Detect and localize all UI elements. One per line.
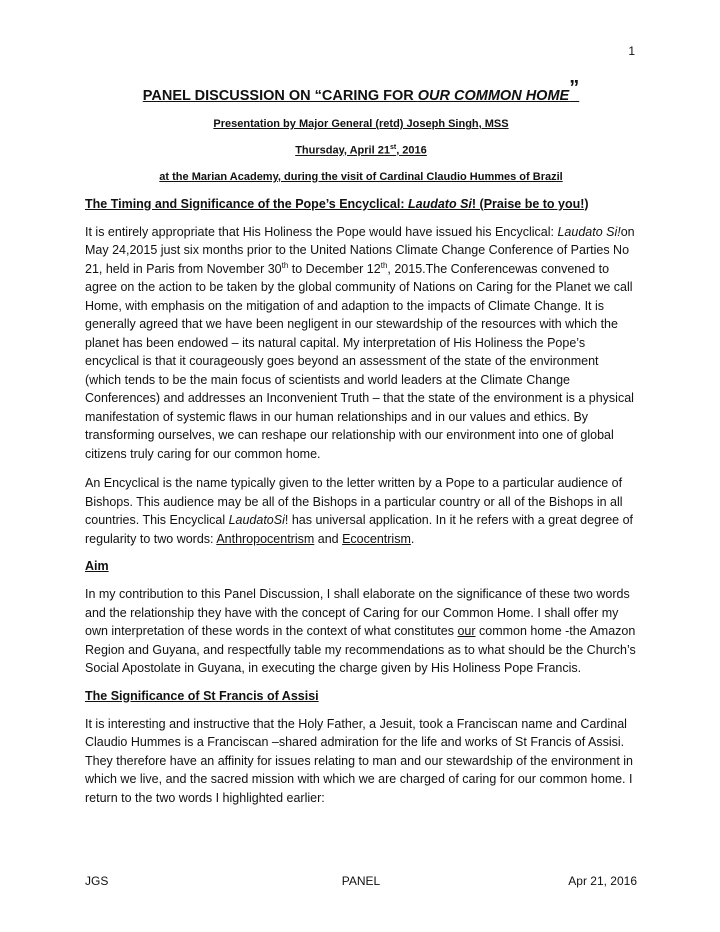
footer-initials: JGS [85, 874, 109, 888]
ordinal: th [380, 260, 388, 270]
text: . [410, 531, 415, 546]
section-heading-st-francis: The Significance of St Francis of Assisi [85, 688, 319, 703]
underlined-word: our [457, 624, 476, 639]
section-heading-aim: Aim [85, 559, 109, 574]
term-ecocentrism: Ecocentrism [342, 531, 411, 546]
date-ordinal: st [389, 144, 397, 151]
date-line [85, 144, 637, 157]
paragraph-encyclical-timing [85, 223, 637, 464]
text: ! has universal application. In it he refers with a great degree of regularity to two words: [85, 513, 634, 546]
text: and [314, 531, 343, 546]
ordinal: th [281, 260, 289, 270]
footer-title: PANEL [341, 874, 381, 888]
title-closing-quote: ” [569, 77, 580, 100]
date-text: Thursday, April 21 [295, 144, 390, 157]
text: on May 24,2015 just six months prior to the United Nations Climate Change Conference of Parties No 21, held in Paris from November 30 [85, 224, 635, 276]
heading-text: The Timing and Significance of the Pope’s Encyclical: [85, 196, 408, 211]
venue-line: at the Marian Academy, during the visit of Cardinal Claudio Hummes of Brazil [159, 170, 563, 183]
term-anthropocentrism: Anthropocentrism [216, 531, 315, 546]
text: common home -the Amazon Region and Guyana, and respectfully table my recommendations as to what should be the Church’s Social Apostolate in Guyana, in executing the charge given by His Holiness Pope Francis. [85, 624, 636, 676]
document-body [85, 77, 637, 818]
paragraph-encyclical-definition [85, 474, 637, 548]
footer-date: Apr 21, 2016 [568, 874, 637, 888]
heading-italic: Laudato Si [408, 196, 472, 211]
date-year: , 2016 [396, 144, 427, 157]
page-number: 1 [628, 44, 635, 58]
text: In my contribution to this Panel Discussion, I shall elaborate on the significance of these two words and the relationship they have with the concept of Caring for our Common Home. I shall offer my own interpretation of these words in the context of what constitutes [85, 587, 630, 639]
text: , 2015.The Conferencewas convened to agree on the action to be taken by the global community of Nations on Caring for the Planet we call Home, with emphasis on the mitigation of and adaption to the impacts of Climate Change. It is generally agreed that we have been negligent in our stewardship of the resources with which the planet has been endowed – its natural capital. My interpretation of His Holiness the Pope’s encyclical is that it courageously goes beyond an assessment of the state of the environment (which tends to be the main focus of scientists and world leaders at the Climate Change Conferences) and addresses an Inconvenient Truth – that the state of the environment is a physical manifestation of systemic flaws in our human relationships and in our values and ethics. By transforming ourselves, we can reshape our relationship with our environment into one of global citizens truly caring for our common home. [85, 261, 634, 461]
text: It is entirely appropriate that His Holiness the Pope would have issued his Encyclical: [85, 224, 558, 239]
italic-text: Laudato Si! [557, 224, 621, 239]
title-prefix: PANEL DISCUSSION ON “CARING FOR [142, 88, 418, 104]
section-heading-timing [85, 197, 637, 211]
italic-text: LaudatoSi [228, 513, 285, 528]
heading-suffix: ! (Praise be to you!) [471, 196, 589, 211]
presenter-line: Presentation by Major General (retd) Joseph Singh, MSS [213, 118, 509, 130]
text: An Encyclical is the name typically given to the letter written by a Pope to a particular audience of Bishops. This audience may be all of the Bishops in a particular country or all of the Bishops in all countries. This Encyclical [85, 476, 623, 528]
document-title [85, 77, 637, 104]
title-emphasis: OUR COMMON HOME [417, 88, 570, 104]
paragraph-st-francis: It is interesting and instructive that the Holy Father, a Jesuit, took a Franciscan name and Cardinal Claudio Hummes is a Franciscan –shared admiration for the life and works of St Francis of Assisi. They therefore have an affinity for issues relating to man and our stewardship of the environment in which we live, and the sacred mission with which we are charged of caring for our common home. I return to the two words I highlighted earlier: [85, 716, 633, 805]
paragraph-aim [85, 585, 637, 678]
text: to December 12 [288, 261, 381, 276]
